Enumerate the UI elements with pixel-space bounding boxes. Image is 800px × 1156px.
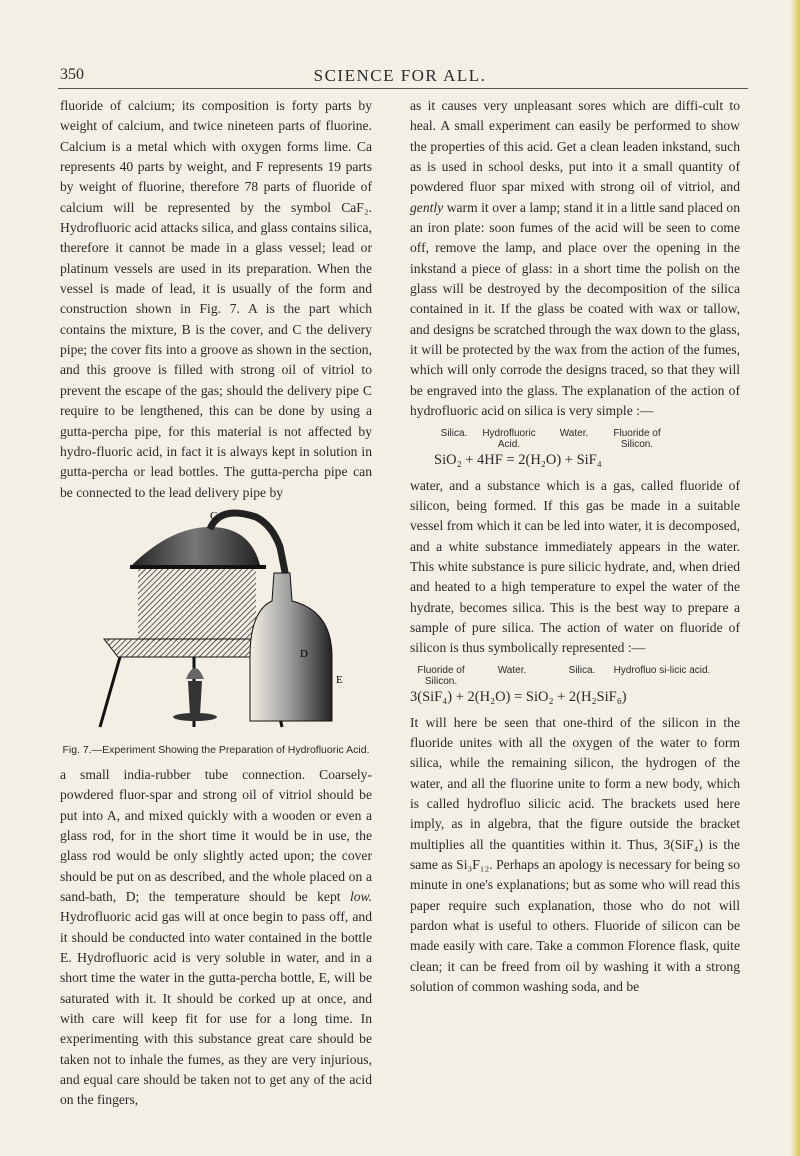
figure-caption: Fig. 7.—Experiment Showing the Preparation of Hydrofluoric Acid.: [62, 743, 370, 756]
left-paragraph-2-text-b: Hydrofluoric acid gas will at once begin to pass off, and it should be conducted into water contained in the bottle E. Hydrofluoric acid is very soluble in water, and in a short time the water in the gutta-percha bottle, E, will be saturated with it. It should be corked up at once, and with care will keep fit for use for a long time. In experimenting with this substance great care should be taken not to inhale the fumes, as they are very injurious, and equal care should be taken not to get any of the acid on the fingers,: [60, 909, 372, 1108]
eq2-label-water: Water.: [497, 664, 527, 676]
page-header: [60, 66, 740, 90]
left-paragraph-1: fluoride of calcium; its composition is forty parts by weight of calcium, and twice nineteen parts of fluorine. Calcium is a metal which with oxygen forms lime. Ca represents 40 parts by weight, and F represents 19 parts by weight of fluorine, therefore 78 parts of fluoride of calcium will be represented by the symbol CaF₂. Hydrofluoric acid attacks silica, and glass contains silica, therefore it cannot be made in a glass vessel; lead or platinum vessels are used in its preparation. When the vessel is made of lead, it is usually of the form and construction shown in Fig. 7. A is the part which contains the mixture, B is the cover, and C the delivery pipe; the cover fits into a groove as shown in the section, and this groove is filled with strong oil of vitriol to prevent the escape of the gas; should the delivery pipe C require to be lengthened, this can be done by using a gutta-percha pipe, for this material is not affected by hydro-fluoric acid, in fact it is always kept in solution in gutta-percha or lead bottles. The gutta-percha pipe can be connected to the lead delivery pipe by: [60, 98, 372, 500]
left-paragraph-2: [60, 765, 372, 1111]
right-paragraph-1-emphasis: gently: [410, 199, 444, 215]
left-column: [60, 96, 372, 1111]
equation-1: [410, 428, 740, 470]
figure-label-d: D: [300, 647, 308, 660]
running-title: SCIENCE FOR ALL.: [313, 66, 487, 85]
right-paragraph-1-text-a: as it causes very unpleasant sores which are diffi-cult to heal. A small experiment can easily be performed to show the properties of this acid. Get a clean leaden inkstand, such as is used in school desks, put into it a small quantity of powdered fluor spar mixed with strong oil of vitriol, and: [410, 98, 740, 195]
page-edge-shading: [790, 0, 800, 1156]
right-paragraph-1: [410, 96, 740, 422]
equation-1-labels: [434, 428, 740, 450]
right-paragraph-2: water, and a substance which is a gas, called fluoride of silicon, being formed. If this gas be made in a suitable vessel from which it can be led into water, it is decomposed, and a white substance immediately appears in the water. This white substance is pure silicic hydrate, and, when dried and heated to a high temperature to expel the water of the hydrate, becomes silica. This is the best way to prepare a sample of pure silica. The action of water on fluoride of silicon is thus symbolically represented :—: [410, 477, 740, 656]
header-rule: [58, 88, 748, 89]
equation-2: [410, 665, 740, 707]
eq2-label-hydrofluo-silicic-acid: Hydrofluo si-licic acid.: [613, 664, 711, 676]
left-paragraph-2-emphasis: low.: [349, 888, 372, 904]
page-number: 350: [60, 66, 84, 83]
eq2-label-silica: Silica.: [568, 664, 596, 676]
equation-1-formula: SiO₂ + 4HF = 2(H₂O) + SiF₄: [434, 451, 602, 468]
eq1-label-water: Water.: [559, 427, 589, 439]
left-paragraph-2-text-a: a small india-rubber tube connection. Coarsely-powdered fluor-spar and strong oil of vitriol should be put into A, and mixed quickly with a wooden or even a glass rod, for in the short time it would be in use, the glass rod would be only slightly acted upon; the cover should be put on as described, and the whole placed on a sand-bath, D; the temperature should be kept: [60, 766, 372, 904]
right-column: [410, 96, 740, 997]
eq1-label-fluoride-of-silicon: Fluoride of Silicon.: [613, 427, 661, 450]
right-paragraph-3: It will here be seen that one-third of the silicon in the fluoride unites with all the oxygen of the water to form silica, while the remaining silicon, the hydrogen of the water, and all the fluorine unite to form a new body, which is called hydrofluo silicic acid. The brackets used here imply, as in algebra, that the figure outside the bracket multiplies all the quantities within it. Thus, 3(SiF₄) is the same as Si₃F₁₂. Perhaps an apology is necessary for being so minute in one's explanations; but as some who will read this paper require such explanation, those who do not will pardon what is useful to others. Fluoride of silicon can be made easily with care. Take a common Florence flask, quite clean; it can be freed from oil by washing it with a strong solution of common washing soda, and be: [410, 714, 740, 995]
right-paragraph-1-text-b: warm it over a lamp; stand it in a little sand placed on an iron plate: soon fumes of the acid will be seen to come off, remove the lamp, and place over the opening in the inkstand a piece of glass: in a short time the polish on the glass will be destroyed by the decomposition of the silica contained in it. If the glass be coated with wax or tallow, and designs be scratched through the wax down to the glass, it will be protected by the wax from the action of the fumes, which will only corrode the designs traced, so that they will be engraved into the glass. The explanation of the action of hydrofluoric acid on silica is very simple :—: [410, 199, 740, 419]
equation-2-formula: 3(SiF₄) + 2(H₂O) = SiO₂ + 2(H₂SiF₆): [410, 688, 627, 705]
equation-2-labels: [410, 665, 740, 687]
eq2-label-fluoride-of-silicon: Fluoride of Silicon.: [417, 664, 465, 687]
figure-label-c: C: [210, 509, 218, 522]
figure-label-e: E: [336, 673, 343, 686]
figure-7-apparatus: [60, 507, 372, 737]
eq1-label-silica: Silica.: [440, 427, 468, 439]
eq1-label-hydrofluoric-acid: Hydrofluoric Acid.: [482, 427, 536, 450]
